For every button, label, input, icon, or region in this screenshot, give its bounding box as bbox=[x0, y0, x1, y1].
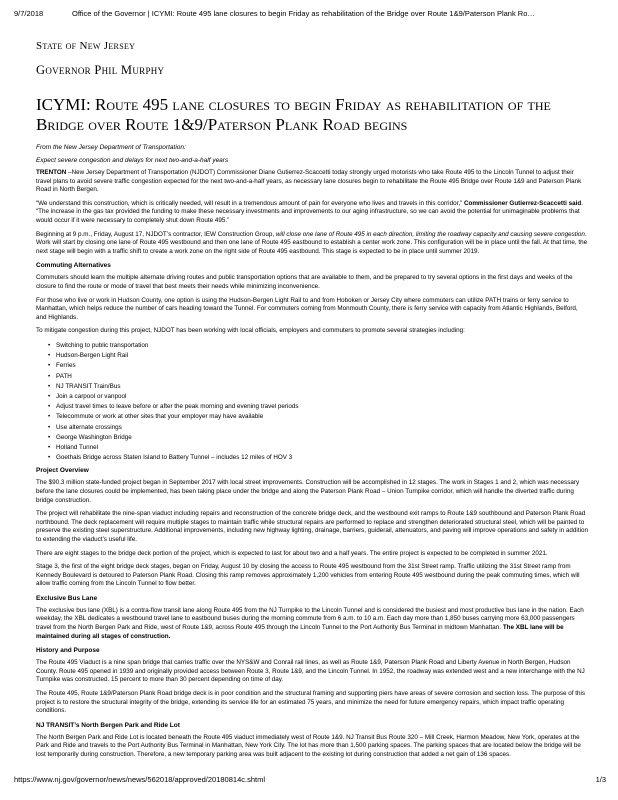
heading-commuting-alternatives: Commuting Alternatives bbox=[36, 262, 111, 270]
paragraph-bus-lane bbox=[36, 607, 588, 641]
bus-lane-text: The exclusive bus lane (XBL) is a contra-flow transit lane along Route 495 from the NJ Turnpike to the Lincoln Tunnel and is considered the busiest and most productive bus lane in the nation. Each weekday, the XBL dedicates a westbound travel lane to eastbound buses during the morning commute from 6 a.m. to 10 a.m. Each day more than 1,850 buses carrying more 63,000 passengers travel from the North Bergen Park and Ride, west of Route 1&9, across Route 495 through the Lincoln Tunnel to the Port Authority Bus Terminal in midtown Manhattan. bbox=[36, 606, 584, 632]
schedule-start: Beginning at 9 p.m., Friday, August 17, NJDOT’s contractor, IEW Construction Group, bbox=[36, 230, 276, 238]
paragraph-commuting-3: To mitigate congestion during this project, NJDOT has been working with local officials, employers and commuters to promote several strategies including: bbox=[36, 327, 465, 335]
quote-part-1: “We understand this construction, which is critically needed, will result in a tremendous amount of pain for everyone who lives and travels in this corridor,” bbox=[36, 199, 464, 207]
bus-lane-emphasis: The XBL lane will be maintained during all stages of construction. bbox=[36, 624, 564, 640]
list-item: • Holland Tunnel bbox=[48, 443, 588, 453]
heading-history-purpose: History and Purpose bbox=[36, 647, 100, 655]
paragraph-schedule bbox=[36, 231, 588, 257]
article-source: From the New Jersey Department of Transportation: bbox=[36, 144, 186, 151]
paragraph-overview-1: The $90.3 million state-funded project began in September 2017 with local street improvements. Construction will be accomplished in 12 stages. The work in Stages 1 and 2, which was necessary before the lane closures could be implemented, has been taking place under the bridge and along the Paterson Plank Road – Union Turnpike corridor, which will handle the diverted traffic during bridge construction. bbox=[36, 479, 580, 504]
paragraph-quote bbox=[36, 200, 588, 226]
list-item: • Ferries bbox=[48, 361, 588, 371]
list-item: • George Washington Bridge bbox=[48, 433, 588, 443]
paragraph-overview-2: The project will rehabilitate the nine-span viaduct including repairs and reconstruction of the concrete bridge deck, and the westbound exit ramps to Route 1&9 southbound and Paterson Plank Road northbound. The deck replacement will require multiple stages to maintain traffic while structural repairs are performed to replace and strengthen deteriorated structural steel, which will be painted to preserve the existing steel superstructure. Additional improvements, including new highway lighting, drainage, barriers, guiderail, attenuators, and paving will improve operations and safety in addition to extending the viaduct’s useful life. bbox=[36, 510, 588, 543]
paragraph-history-1: The Route 495 Viaduct is a nine span bridge that carries traffic over the NYS&W and Conrail rail lines, as well as Route 1&9, Paterson Plank Road and Liberty Avenue in North Bergen, Hudson County. Route 495 opened in 1939 and originally provided access between Route 3, Route 1&9, and the Lincoln Tunnel. In 1952, the roadway was extended west and a new interchange with the NJ Turnpike was constructed. 15 percent to more than 30 percent depending on time of day. bbox=[36, 659, 585, 684]
list-item: • Join a carpool or vanpool bbox=[48, 392, 588, 402]
state-of-new-jersey-link[interactable]: State of New Jersey bbox=[36, 40, 136, 52]
paragraph-commuting-1: Commuters should learn the multiple alternate driving routes and public transportation options that are available to them, and be prepared to try several options in the first days and weeks of the closure to find the route or mode of travel that best meets their needs while minimizing inconvenience. bbox=[36, 274, 573, 290]
intro-text: –New Jersey Department of Transportation (NJDOT) Commissioner Diane Gutierrez-Scaccetti today strongly urged motorists who take Route 495 to the Lincoln Tunnel to adjust their travel plans to avoid severe traffic congestion expected for the next two-and-a-half years, as necessary lane closures begin to rehabilitate the Route 495 Bridge over Route 1&9 and Paterson Plank Road in North Bergen. bbox=[36, 169, 582, 194]
quote-attribution: Commissioner Gutierrez-Scaccetti said bbox=[463, 199, 582, 207]
dateline: TRENTON bbox=[36, 169, 67, 176]
schedule-end: . Work will start by closing one lane of Route 495 westbound and then one lane of Route 495 eastbound to establish a center work zone. This configuration will be in place until the fall. At that time, the next stage will begin with a traffic shift to create a work zone on the right side of Route 495 eastbound. This stage is expected to be in place until summer 2019. bbox=[36, 230, 588, 255]
list-item: • Hudson-Bergen Light Rail bbox=[48, 351, 588, 361]
list-item: • PATH bbox=[48, 372, 588, 382]
page-content bbox=[36, 40, 588, 765]
schedule-emphasis: will close one lane of Route 495 in each direction, limiting the roadway capacity and causing severe congestion bbox=[275, 230, 585, 238]
heading-project-overview: Project Overview bbox=[36, 467, 89, 475]
quote-part-2: . “The increase in the gas tax provided the funding to make these necessary investments and improvements to our aging infrastructure, so we can avoid the potential for unimaginable problems that would occur if it were necessary to completely shut down Route 495.” bbox=[36, 199, 583, 224]
list-item: • Telecommute or work at other sites that your employer may have available bbox=[48, 412, 588, 422]
paragraph-history-2: The Route 495, Route 1&9/Paterson Plank Road bridge deck is in poor condition and the structural framing and supporting piers have areas of severe corrosion and section loss. The purpose of this project is to restore the structural integrity of the bridge, extending its service life for an estimated 75 years, and minimize the need for future emergency repairs, which impact traffic operating conditions. bbox=[36, 690, 586, 715]
paragraph-overview-3: There are eight stages to the bridge deck portion of the project, which is expected to last for about two and a half years. The entire project is expected to be completed in summer 2021. bbox=[36, 549, 548, 557]
paragraph-commuting-2: For those who live or work in Hudson County, one option is using the Hudson-Bergen Light Rail to and from Hoboken or Jersey City where commuters can utilize PATH trains or ferry service to Manhattan, which helps reduce the number of cars heading toward the Tunnel. For commuters coming from Monmouth County, there is ferry service with capacity from Atlantic Highlands, Belford, and Highlands. bbox=[36, 296, 578, 321]
list-item: • NJ TRANSIT Train/Bus bbox=[48, 382, 588, 392]
governor-name-link[interactable]: Governor Phil Murphy bbox=[36, 63, 165, 77]
print-header-title: Office of the Governor | ICYMI: Route 495 lane closures to begin Friday as rehabilitation of the Bridge over Route 1&9/Paterson Plank Ro… bbox=[72, 9, 535, 18]
list-item: • Adjust travel times to leave before or after the peak morning and evening travel periods bbox=[48, 402, 588, 412]
paragraph-park-and-ride: The North Bergen Park and Ride Lot is located beneath the Route 495 viaduct immediately west of Route 1&9. NJ Transit Bus Route 320 – Mill Creek, Harmon Meadow, New York, operates at the Park and Ride and travels to the Port Authority Bus Terminal in Manhattan, New York City. The lot has more than 1,500 parking spaces. The parking spaces that are located below the bridge will be lost temporarily during construction. Therefore, a new temporary parking area was built adjacent to the existing lot during construction that added a net gain of 136 spaces. bbox=[36, 733, 581, 758]
list-item: • Switching to public transportation bbox=[48, 341, 588, 351]
paragraph-overview-4: Stage 3, the first of the eight bridge deck stages, began on Friday, August 10 by closing the access to Route 495 westbound from the 31st Street ramp. Traffic utilizing the 31st Street ramp from Kennedy Boulevard is detoured to Paterson Plank Road. Closing this ramp removes approximately 1,200 vehicles from entering Route 495 westbound during the peak commuting times, which will allow traffic coming from the Lincoln Tunnel to flow better. bbox=[36, 563, 580, 588]
list-item: • Goethals Bridge across Staten Island to Battery Tunnel – includes 12 miles of HOV 3 bbox=[48, 453, 588, 463]
print-footer-page-number: 1/3 bbox=[595, 775, 606, 784]
list-item: • Use alternate crossings bbox=[48, 423, 588, 433]
article-subtitle: Expect severe congestion and delays for next two-and-a-half years bbox=[36, 157, 229, 164]
print-footer-url: https://www.nj.gov/governor/news/news/562018/approved/20180814c.shtml bbox=[14, 775, 265, 784]
heading-exclusive-bus-lane: Exclusive Bus Lane bbox=[36, 594, 98, 602]
print-header-date: 9/7/2018 bbox=[14, 9, 44, 18]
heading-park-and-ride: NJ TRANSIT’s North Bergen Park and Ride Lot bbox=[36, 721, 180, 729]
paragraph-intro bbox=[36, 169, 588, 195]
article-title: ICYMI: Route 495 lane closures to begin Friday as rehabilitation of the Bridge over Route 1&9/Paterson Plank Road begins bbox=[36, 95, 551, 134]
strategies-list bbox=[48, 341, 588, 463]
